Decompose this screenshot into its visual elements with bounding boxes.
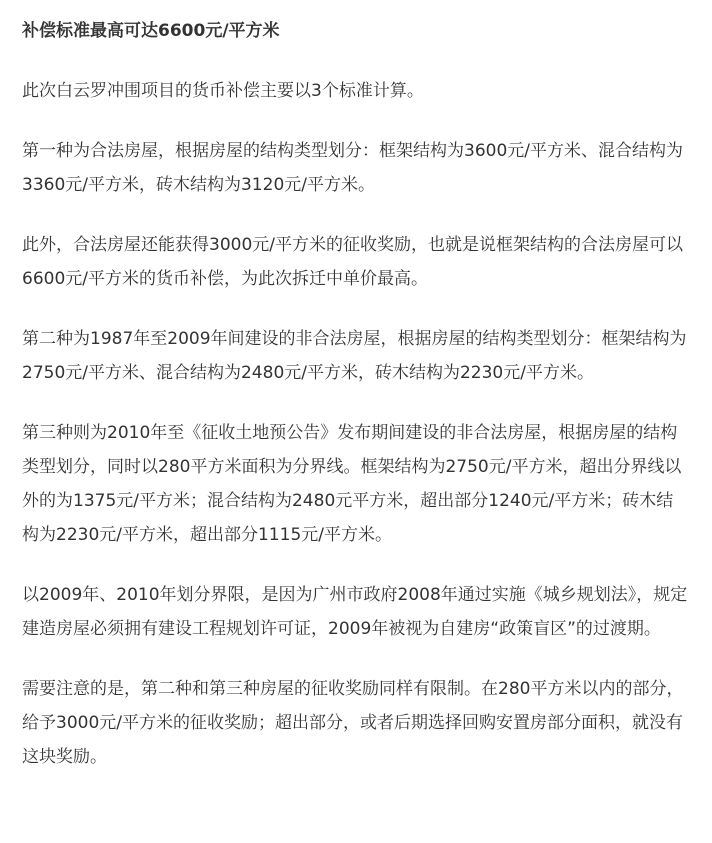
paragraph-reward: 此外，合法房屋还能获得3000元/平方米的征收奖励，也就是说框架结构的合法房屋可以6600元/平方米的货币补偿，为此次拆迁中单价最高。 (22, 235, 683, 289)
paragraph-type-three: 第三种则为2010年至《征收土地预公告》发布期间建设的非合法房屋，根据房屋的结构类型划分，同时以280平方米面积为分界线。框架结构为2750元/平方米，超出分界线以外的为1375元/平方米；混合结构为2480元平方米，超出部分1240元/平方米；砖木结构为2230元/平方米，超出部分1115元/平方米。 (22, 423, 682, 545)
paragraph-type-two: 第二种为1987年至2009年间建设的非合法房屋，根据房屋的结构类型划分：框架结构为2750元/平方米、混合结构为2480元/平方米，砖木结构为2230元/平方米。 (22, 329, 687, 383)
paragraph-intro: 此次白云罗冲围项目的货币补偿主要以3个标准计算。 (22, 81, 424, 101)
paragraph-note: 需要注意的是，第二种和第三种房屋的征收奖励同样有限制。在280平方米以内的部分，给予3000元/平方米的征收奖励；超出部分，或者后期选择回购安置房部分面积，就没有这块奖励。 (22, 679, 684, 767)
article-heading: 补偿标准最高可达6600元/平方米 (22, 21, 280, 41)
paragraph-type-one: 第一种为合法房屋，根据房屋的结构类型划分：框架结构为3600元/平方米、混合结构为3360元/平方米，砖木结构为3120元/平方米。 (22, 141, 683, 195)
paragraph-boundary: 以2009年、2010年划分界限，是因为广州市政府2008年通过实施《城乡规划法》，规定建造房屋必须拥有建设工程规划许可证，2009年被视为自建房“政策盲区”的过渡期。 (22, 585, 688, 639)
